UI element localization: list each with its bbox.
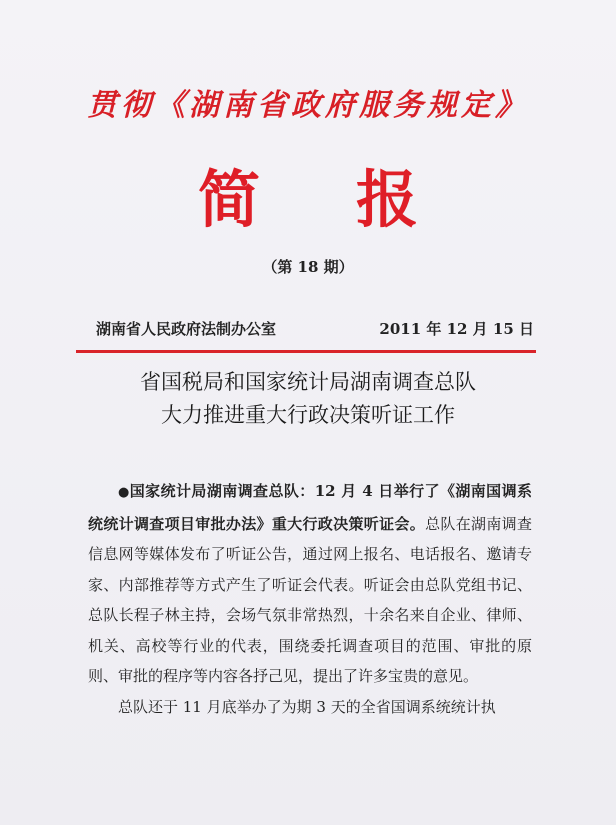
issuer-name: 湖南省人民政府法制办公室 — [96, 320, 277, 338]
issue-number: （第 18 期） — [262, 258, 354, 276]
paragraph-2: 总队还于 11 月底举办了为期 3 天的全省国调系统统计执 — [118, 697, 496, 716]
masthead — [0, 150, 616, 239]
paragraph-1-text: 总队在湖南调查信息网等媒体发布了听证公告，通过网上报名、电话报名、邀请专家、内部推荐等方式产生了听证会代表。听证会由总队党组书记、总队长程子林主持，会场气氛非常热烈，十余名来自企业、律师、机关、高校等行业的代表，围绕委托调查项目的范围、审批的原则、审批的程序等内容各抒己见，提出了许多宝贵的意见。 — [88, 514, 532, 685]
issuer-date-row — [96, 318, 534, 339]
article-title-line-1: 省国税局和国家统计局湖南调查总队 — [140, 370, 476, 394]
paragraph-1-lead: 国家统计局湖南调查总队：12 月 4 日举行了《湖南国调系统统计调查项目审批办法》重大行政决策听证会。 — [88, 482, 533, 533]
article-title — [0, 366, 616, 432]
bulletin-series-title: 贯彻《湖南省政府服务规定》 — [87, 88, 529, 123]
masthead-char-right: 报 — [356, 163, 419, 236]
masthead-char-left: 简 — [197, 163, 260, 236]
paragraph-1 — [88, 476, 532, 692]
article-title-line-2: 大力推进重大行政决策听证工作 — [161, 403, 455, 427]
article-body — [88, 476, 532, 722]
red-divider-rule — [76, 350, 536, 353]
issue-date: 2011 年 12 月 15 日 — [379, 320, 534, 338]
bullet-icon: ● — [118, 485, 130, 500]
